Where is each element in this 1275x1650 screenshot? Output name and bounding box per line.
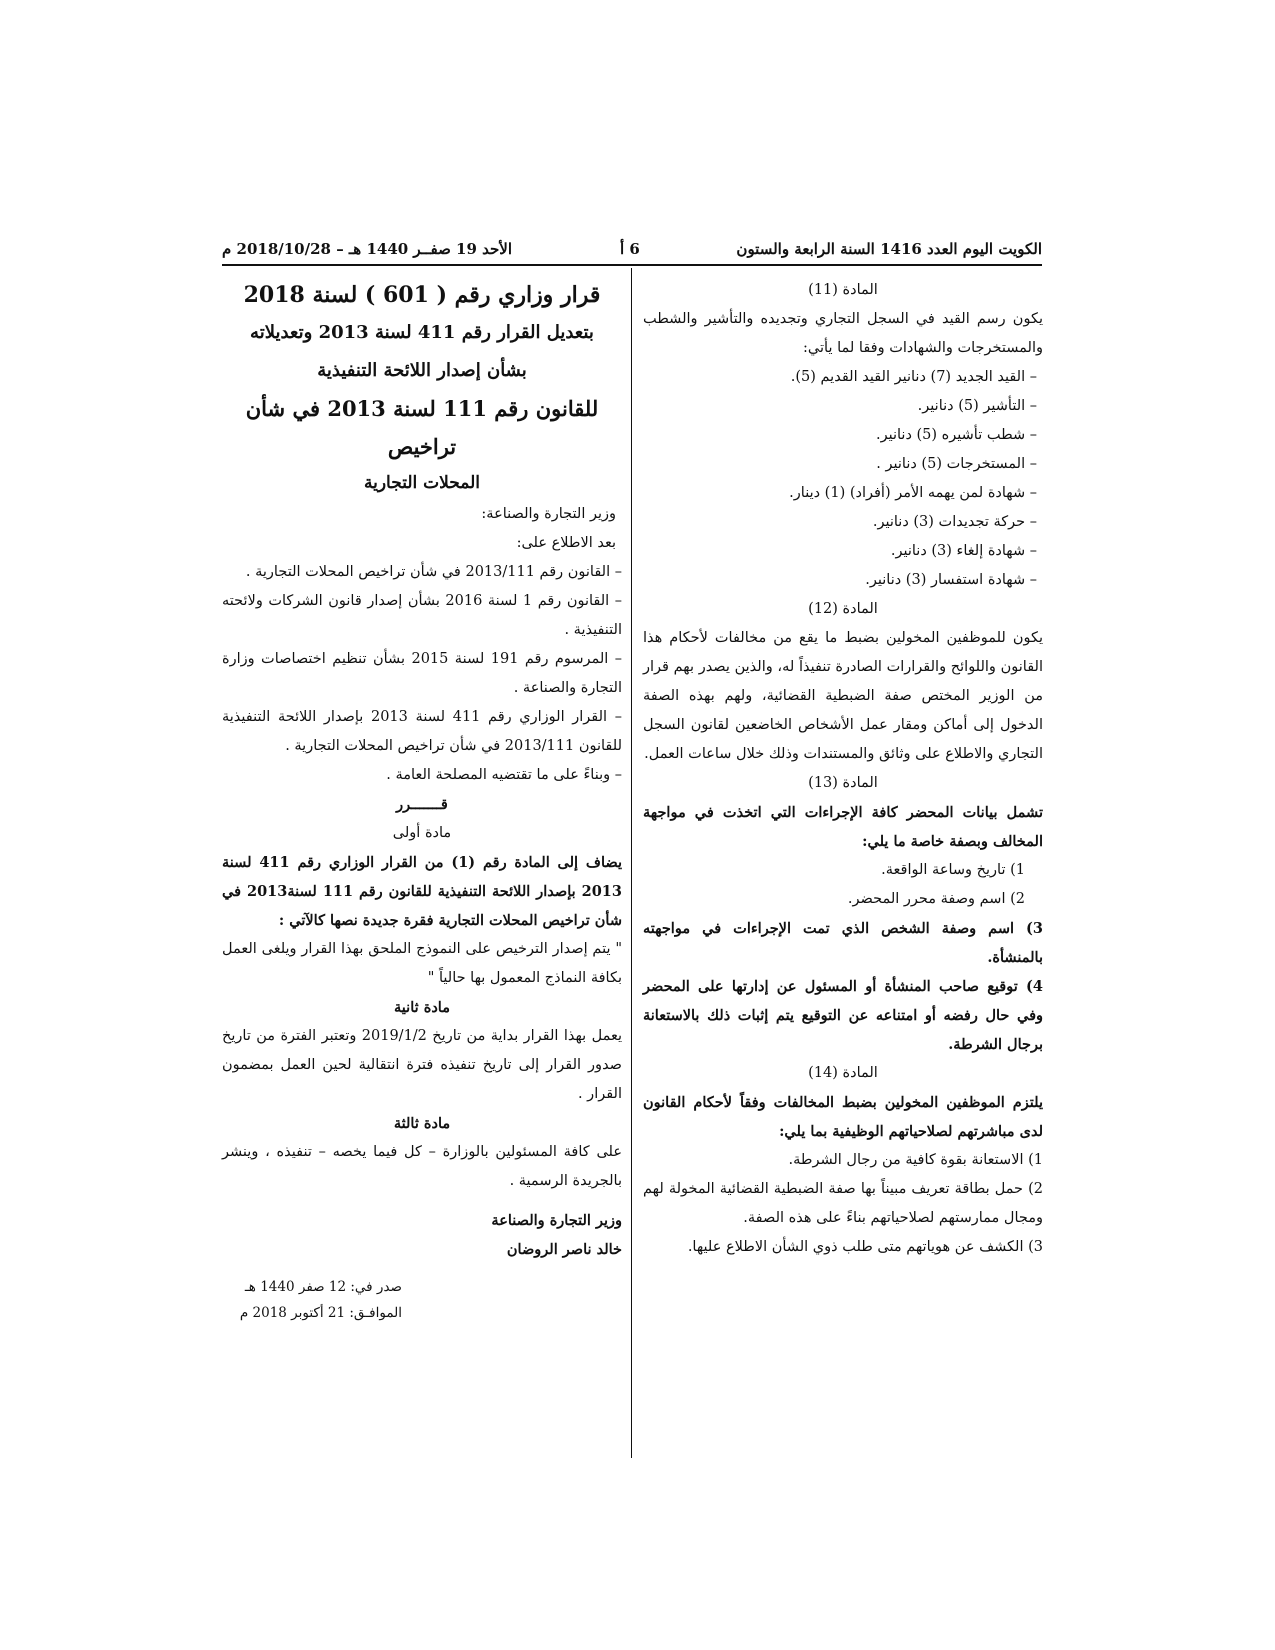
article-14-intro: يلتزم الموظفين المخولين بضبط المخالفات وفقاً لأحكام القانون لدى مباشرتهم لصلاحياتهم الوظيفية بما يلي:	[643, 1094, 1043, 1140]
header-date: الأحد 19 صفــر 1440 هـ – 2018/10/28 م	[222, 240, 513, 258]
signature-name: خالد ناصر الروضان	[506, 1241, 622, 1258]
decree-title-line: المحلات التجارية	[363, 473, 480, 493]
reference-item: – القانون رقم 1 لسنة 2016 بشأن إصدار قانون الشركات ولائحته التنفيذية .	[222, 593, 622, 638]
article-3-heading: مادة ثالثة	[393, 1115, 451, 1132]
article-1-heading: مادة أولى	[392, 825, 452, 841]
right-column	[643, 276, 1043, 1262]
decree-title-line: بتعديل القرار رقم 411 لسنة 2013 وتعديلاته	[250, 322, 594, 343]
column-divider	[631, 268, 632, 1458]
article-14-item: 3) الكشف عن هوياتهم متى طلب ذوي الشأن الاطلاع عليها.	[687, 1239, 1043, 1255]
article-13-item: 3) اسم وصفة الشخص الذي تمت الإجراءات في مواجهته بالمنشأة.	[643, 920, 1043, 966]
fee-item: – شهادة لمن يهمه الأمر (أفراد) (1) دينار.	[789, 485, 1037, 501]
article-13-item: 4) توقيع صاحب المنشأة أو المسئول عن إدارتها على المحضر وفي حال رفضه أو امتناعه عن التوقيع يتم إثبات ذلك بالاستعانة برجال الشرطة.	[643, 978, 1043, 1053]
issued-date-gregorian: الموافـق: 21 أكتوبر 2018 م	[239, 1305, 402, 1321]
fee-item: – التأشير (5) دنانير.	[917, 398, 1037, 414]
signature-title: وزير التجارة والصناعة	[491, 1212, 622, 1229]
fee-item: – القيد الجديد (7) دنانير القيد القديم (5).	[790, 369, 1037, 385]
article-13-heading: المادة (13)	[808, 775, 878, 791]
decree-title	[222, 276, 622, 500]
reference-item: – وبناءً على ما تقتضيه المصلحة العامة .	[386, 767, 622, 783]
article-1-text: يضاف إلى المادة رقم (1) من القرار الوزاري رقم 411 لسنة 2013 بإصدار اللائحة التنفيذية للقانون رقم 111 لسنة2013 في شأن تراخيص المحلات التجارية فقرة جديدة نصها كالآتي :	[222, 854, 622, 929]
issued-dates	[222, 1274, 402, 1326]
header-issue-info: الكويت اليوم العدد 1416 السنة الرابعة والستون	[736, 240, 1042, 258]
article-14-item: 1) الاستعانة بقوة كافية من رجال الشرطة.	[788, 1152, 1043, 1168]
fee-item: – شهادة إلغاء (3) دنانير.	[890, 543, 1037, 559]
minister-line: وزير التجارة والصناعة:	[481, 506, 616, 522]
article-3-text: على كافة المسئولين بالوزارة – كل فيما يخصه – تنفيذه ، وينشر بالجريدة الرسمية .	[222, 1144, 622, 1189]
issued-date-hijri: صدر في: 12 صفر 1440 هـ	[244, 1279, 402, 1295]
spacer	[222, 1264, 622, 1274]
article-13-intro: تشمل بيانات المحضر كافة الإجراءات التي اتخذت في مواجهة المخالف وبصفة خاصة ما يلي:	[643, 804, 1043, 850]
left-column	[222, 276, 622, 1326]
fee-item: – شطب تأشيره (5) دنانير.	[875, 427, 1037, 443]
article-13-item: 2) اسم وصفة محرر المحضر.	[847, 891, 1025, 907]
after-review-line: بعد الاطلاع على:	[516, 535, 616, 551]
fee-item: – شهادة استفسار (3) دنانير.	[865, 572, 1037, 588]
header-divider	[222, 264, 1042, 266]
decree-title-line: قرار وزاري رقم ( 601 ) لسنة 2018	[243, 282, 601, 308]
fee-item: – حركة تجديدات (3) دنانير.	[872, 514, 1037, 530]
article-12-text: يكون للموظفين المخولين بضبط ما يقع من مخالفات لأحكام هذا القانون واللوائح والقرارات الصادرة تنفيذاً له، والذين يصدر بهم قرار من الوزير المختص صفة الضبطية القضائية، ولهم بهذه الصفة الدخول إلى أماكن ومقار عمل الأشخاص الخاضعين لقانون السجل التجاري والاطلاع على وثائق والمستندات وذلك خلال ساعات العمل.	[643, 630, 1043, 762]
article-14-heading: المادة (14)	[808, 1065, 878, 1081]
decree-title-line: للقانون رقم 111 لسنة 2013 في شأن تراخيص	[245, 396, 599, 459]
header-page-number: 6 أ	[620, 240, 640, 258]
article-11-intro: يكون رسم القيد في السجل التجاري وتجديده والتأشير والشطب والمستخرجات والشهادات وفقا لما يأتي:	[643, 311, 1043, 356]
page-header	[222, 240, 1042, 264]
article-12-heading: المادة (12)	[808, 601, 878, 617]
article-11-heading: المادة (11)	[808, 282, 878, 298]
article-13-item: 1) تاريخ وساعة الواقعة.	[881, 862, 1025, 878]
decided-heading: قـــــــرر	[396, 796, 448, 813]
reference-item: – القرار الوزاري رقم 411 لسنة 2013 بإصدار اللائحة التنفيذية للقانون 2013/111 في شأن تراخيص المحلات التجارية .	[222, 709, 622, 754]
article-2-heading: مادة ثانية	[394, 999, 450, 1016]
issued-block	[222, 1274, 622, 1326]
article-1-quote: " يتم إصدار الترخيص على النموذج الملحق بهذا القرار ويلغى العمل بكافة النماذج المعمول بها حالياً "	[222, 941, 622, 986]
reference-item: – القانون رقم 2013/111 في شأن تراخيص المحلات التجارية .	[245, 564, 622, 580]
decree-title-line: بشأن إصدار اللائحة التنفيذية	[317, 360, 527, 381]
article-2-text: يعمل بهذا القرار بداية من تاريخ 2019/1/2 وتعتبر الفترة من تاريخ صدور القرار إلى تاريخ تنفيذه فترة انتقالية لحين العمل بمضمون القرار .	[222, 1028, 622, 1102]
fee-item: – المستخرجات (5) دنانير .	[876, 456, 1037, 472]
article-14-item: 2) حمل بطاقة تعريف مبيناً بها صفة الضبطية القضائية المخولة لهم ومجال ممارستهم لصلاحياتهم بناءً على هذه الصفة.	[643, 1181, 1043, 1226]
reference-item: – المرسوم رقم 191 لسنة 2015 بشأن تنظيم اختصاصات وزارة التجارة والصناعة .	[222, 651, 623, 696]
spacer	[222, 1196, 622, 1206]
